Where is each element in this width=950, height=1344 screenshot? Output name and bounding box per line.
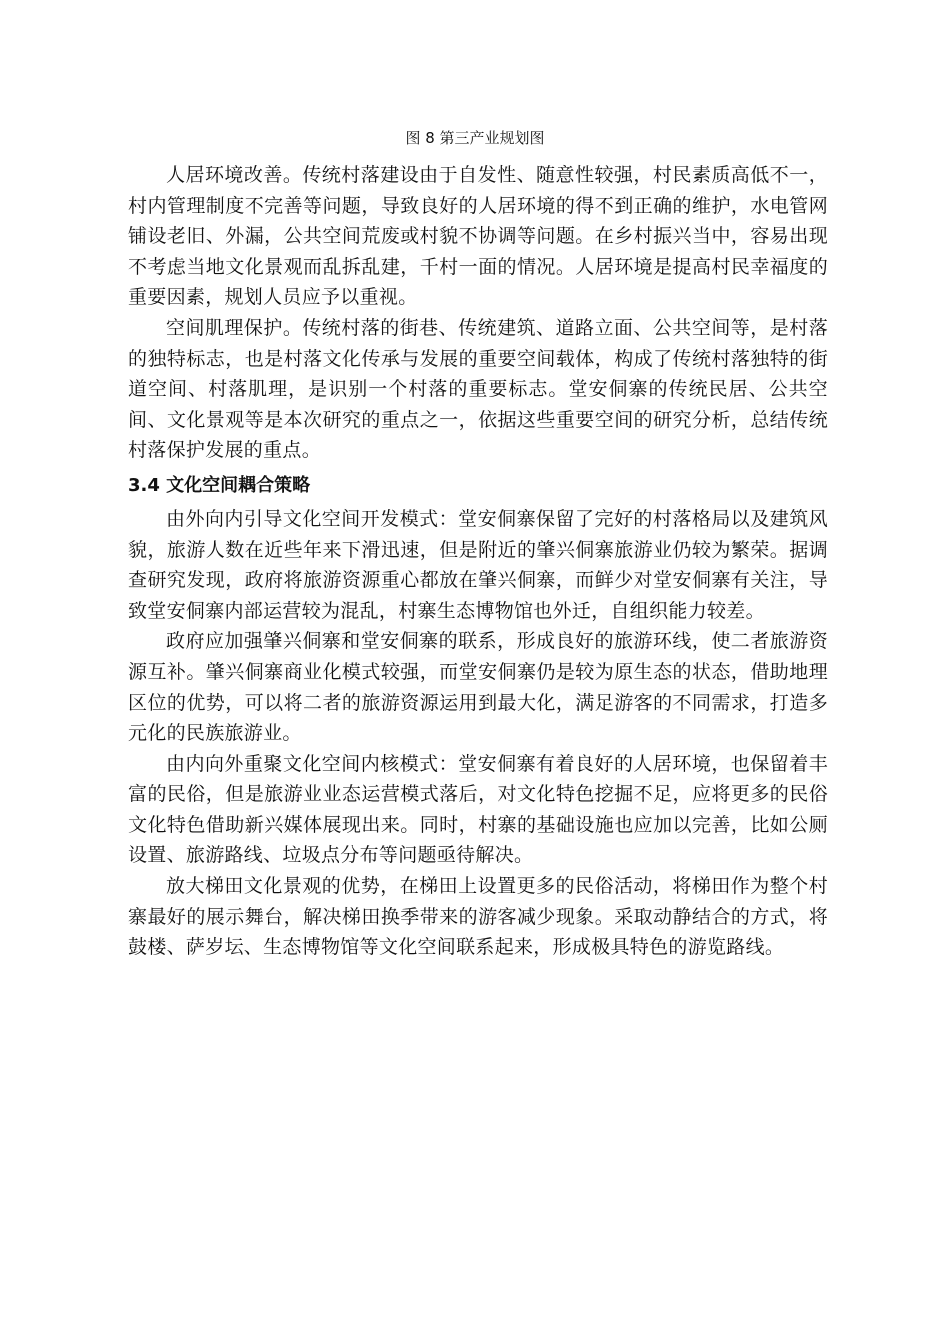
body-text — [128, 160, 828, 963]
paragraph-spatial-texture: 空间肌理保护。传统村落的街巷、传统建筑、道路立面、公共空间等，是村落的独特标志，也是村落文化传承与发展的重要空间载体，构成了传统村落独特的街道空间、村落肌理，是识别一个村落的重要标志。堂安侗寨的传统民居、公共空间、文化景观等是本次研究的重点之一，依据这些重要空间的研究分析，总结传统村落保护发展的重点。 — [128, 316, 828, 462]
paragraph-government-link: 政府应加强肇兴侗寨和堂安侗寨的联系，形成良好的旅游环线，使二者旅游资源互补。肇兴侗寨商业化模式较强，而堂安侗寨仍是较为原生态的状态，借助地理区位的优势，可以将二者的旅游资源运用到最大化，满足游客的不同需求，打造多元化的民族旅游业。 — [128, 630, 828, 745]
paragraph-living-environment: 人居环境改善。传统村落建设由于自发性、随意性较强，村民素质高低不一，村内管理制度不完善等问题，导致良好的人居环境的得不到正确的维护，水电管网铺设老旧、外漏，公共空间荒废或村貌不协调等问题。在乡村振兴当中，容易出现不考虑当地文化景观而乱拆乱建，千村一面的情况。人居环境是提高村民幸福度的重要因素，规划人员应予以重视。 — [128, 164, 828, 309]
paragraph-inside-out: 由内向外重聚文化空间内核模式：堂安侗寨有着良好的人居环境，也保留着丰富的民俗，但是旅游业业态运营模式落后，对文化特色挖掘不足，应将更多的民俗文化特色借助新兴媒体展现出来。同时，村寨的基础设施也应加以完善，比如公厕设置、旅游路线、垃圾点分布等问题亟待解决。 — [128, 752, 828, 867]
section-heading: 3.4 文化空间耦合策略 — [128, 474, 311, 496]
paragraph-outside-in: 由外向内引导文化空间开发模式：堂安侗寨保留了完好的村落格局以及建筑风貌，旅游人数在近些年来下滑迅速，但是附近的肇兴侗寨旅游业仍较为繁荣。据调查研究发现，政府将旅游资源重心都放在肇兴侗寨，而鲜少对堂安侗寨有关注，导致堂安侗寨内部运营较为混乱，村寨生态博物馆也外迁，自组织能力较差。 — [128, 507, 828, 622]
figure-caption: 图 8 第三产业规划图 — [405, 129, 545, 147]
paragraph-terraces: 放大梯田文化景观的优势，在梯田上设置更多的民俗活动，将梯田作为整个村寨最好的展示舞台，解决梯田换季带来的游客减少现象。采取动静结合的方式，将鼓楼、萨岁坛、生态博物馆等文化空间联系起来，形成极具特色的游览路线。 — [128, 875, 828, 959]
